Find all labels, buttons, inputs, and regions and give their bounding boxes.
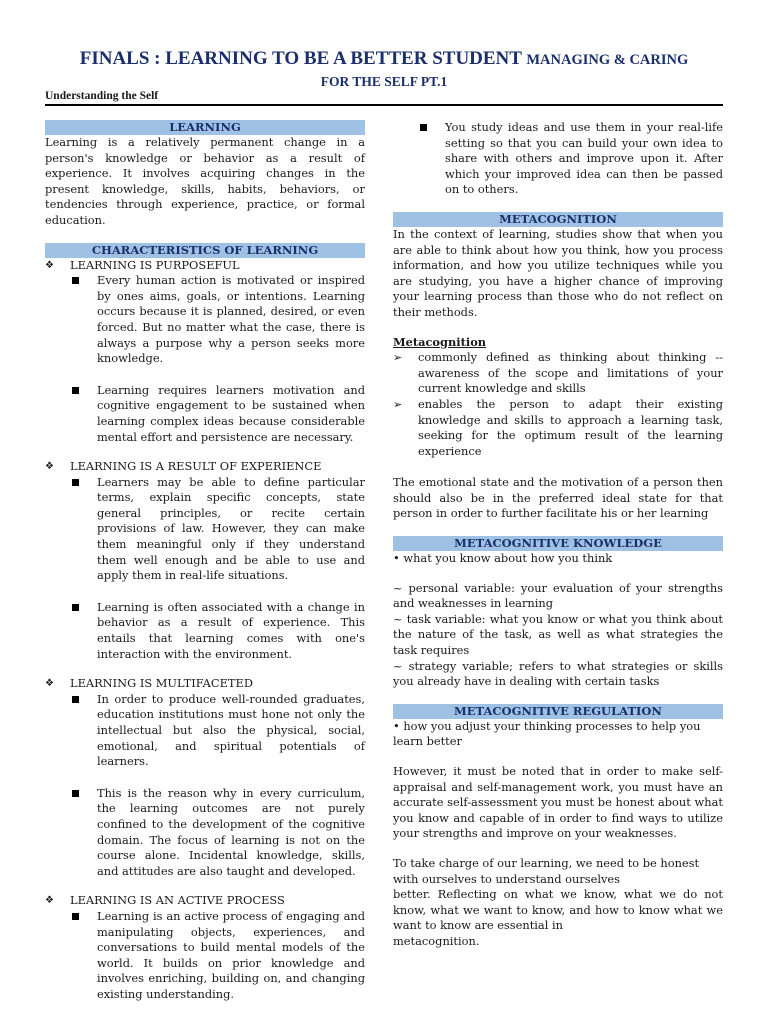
- square-bullet-icon: [72, 696, 79, 703]
- title-line2: FOR THE SELF PT.1: [320, 74, 448, 89]
- characteristic-multifaceted: ❖ LEARNING IS MULTIFACETED: [45, 676, 253, 691]
- list-item: This is the reason why in every curriculum, the learning outcomes are not purely confined to the development of the cognitive domain. The focus of learning is not on the course alone. Incidental knowledge, skills, and attitudes are also taught and developed.: [45, 786, 365, 880]
- document-subtitle: Understanding the Self: [45, 90, 159, 102]
- regulation-paragraph: However, it must be noted that in order to make self-appraisal and self-management work, you must have an accurate self-assessment you must be honest about what you know and capable of in order to find ways to utilize your strengths and improve on your weaknesses.: [393, 764, 723, 841]
- list-item: Learning is an active process of engaging and manipulating objects, experiences, and conversations to build mental models of the world. It builds on prior knowledge and involves enriching, building on, and changing existing understanding.: [45, 909, 365, 1003]
- characteristic-active: ❖ LEARNING IS AN ACTIVE PROCESS: [45, 893, 285, 908]
- list-item: In order to produce well-rounded graduates, education institutions must hone not only the intellectual but also the physical, social, emotional, and spiritual potentials of learners.: [45, 692, 365, 770]
- diamond-bullet-icon: ❖: [45, 259, 54, 271]
- list-item: Learners may be able to define particular terms, explain specific concepts, state general principles, or recite certain provisions of law. However, they can make them meaningful only if they understand them well enough and be able to use and apply them in real-life situations.: [45, 475, 365, 584]
- square-bullet-icon: [72, 604, 79, 611]
- section-header-metacognitive-knowledge: METACOGNITIVE KNOWLEDGE: [393, 536, 723, 551]
- regulation-intro: • how you adjust your thinking processes to help you learn better: [393, 718, 701, 749]
- knowledge-intro: • what you know about how you think: [393, 551, 613, 566]
- knowledge-variable: ~ task variable: what you know or what you think about the nature of the task, as well as what strategies the task requires: [393, 611, 723, 658]
- square-bullet-icon: [420, 124, 427, 131]
- list-item: You study ideas and use them in your real-life setting so that you can build your own idea to share with others and improve upon it. After which your improved idea can then be passed on to others.: [393, 120, 723, 198]
- characteristic-experience: ❖ LEARNING IS A RESULT OF EXPERIENCE: [45, 459, 322, 474]
- section-header-learning: LEARNING: [45, 120, 365, 135]
- list-item: Learning is often associated with a change in behavior as a result of experience. This entails that learning comes with one's interaction with the environment.: [45, 600, 365, 662]
- title-small: MANAGING & CARING: [526, 52, 689, 68]
- diamond-bullet-icon: ❖: [45, 461, 54, 473]
- knowledge-variable: ~ strategy variable; refers to what strategies or skills you already have in dealing with certain tasks: [393, 658, 723, 689]
- left-column: [45, 120, 365, 1003]
- list-item: Every human action is motivated or inspired by ones aims, goals, or intentions. Learning occurs because it is planned, desired, or even forced. But no matter what the case, there is always a purpose why a person seeks more knowledge.: [45, 273, 365, 367]
- characteristic-purposeful: ❖ LEARNING IS PURPOSEFUL: [45, 257, 240, 272]
- knowledge-variable: ~ personal variable: your evaluation of your strengths and weaknesses in learning: [393, 580, 723, 611]
- metacognition-label: Metacognition: [393, 334, 487, 349]
- arrow-bullet-icon: ➢: [393, 351, 403, 365]
- section-header-characteristics: CHARACTERISTICS OF LEARNING: [45, 243, 365, 258]
- square-bullet-icon: [72, 277, 79, 284]
- title-main: FINALS : LEARNING TO BE A BETTER STUDENT: [79, 48, 522, 69]
- square-bullet-icon: [72, 387, 79, 394]
- section-header-metacognition: METACOGNITION: [393, 212, 723, 227]
- regulation-paragraph-line: better. Reflecting on what we know, what we do not know, what we want to know, and how to know what we want to know are essential in: [393, 887, 723, 933]
- learning-definition: Learning is a relatively permanent change in a person's knowledge or behavior as a result of experience. It involves acquiring changes in the present knowledge, skills, habits, behaviors, or tendencies through experience, practice, or formal education.: [45, 135, 365, 227]
- diamond-bullet-icon: ❖: [45, 895, 54, 907]
- list-item: ➢ commonly defined as thinking about thinking -- awareness of the scope and limitations of your current knowledge and skills: [393, 350, 723, 396]
- section-header-metacognitive-regulation: METACOGNITIVE REGULATION: [393, 704, 723, 719]
- list-item: Learning requires learners motivation and cognitive engagement to be sustained when learning complex ideas because considerable mental effort and persistence are necessary.: [45, 383, 365, 445]
- regulation-paragraph-line: To take charge of our learning, we need to be honest with ourselves to understand ourselves: [393, 855, 700, 886]
- diamond-bullet-icon: ❖: [45, 678, 54, 690]
- document-title: [0, 48, 768, 91]
- metacognition-intro: In the context of learning, studies show that when you are able to think about how you think, how you process information, and how you utilize techniques while you are studying, you have a higher chance of improving your learning process than those who do not reflect on their methods.: [393, 226, 723, 319]
- emotional-state-text: The emotional state and the motivation of a person then should also be in the preferred ideal state for that person in order to further facilitate his or her learning: [393, 475, 723, 521]
- title-divider: [45, 104, 723, 106]
- square-bullet-icon: [72, 790, 79, 797]
- regulation-paragraph-line: metacognition.: [393, 933, 480, 948]
- arrow-bullet-icon: ➢: [393, 397, 403, 411]
- square-bullet-icon: [72, 479, 79, 486]
- square-bullet-icon: [72, 913, 79, 920]
- list-item: ➢ enables the person to adapt their existing knowledge and skills to approach a learning task, seeking for the optimum result of the learning experience: [393, 396, 723, 458]
- right-column: [393, 120, 723, 950]
